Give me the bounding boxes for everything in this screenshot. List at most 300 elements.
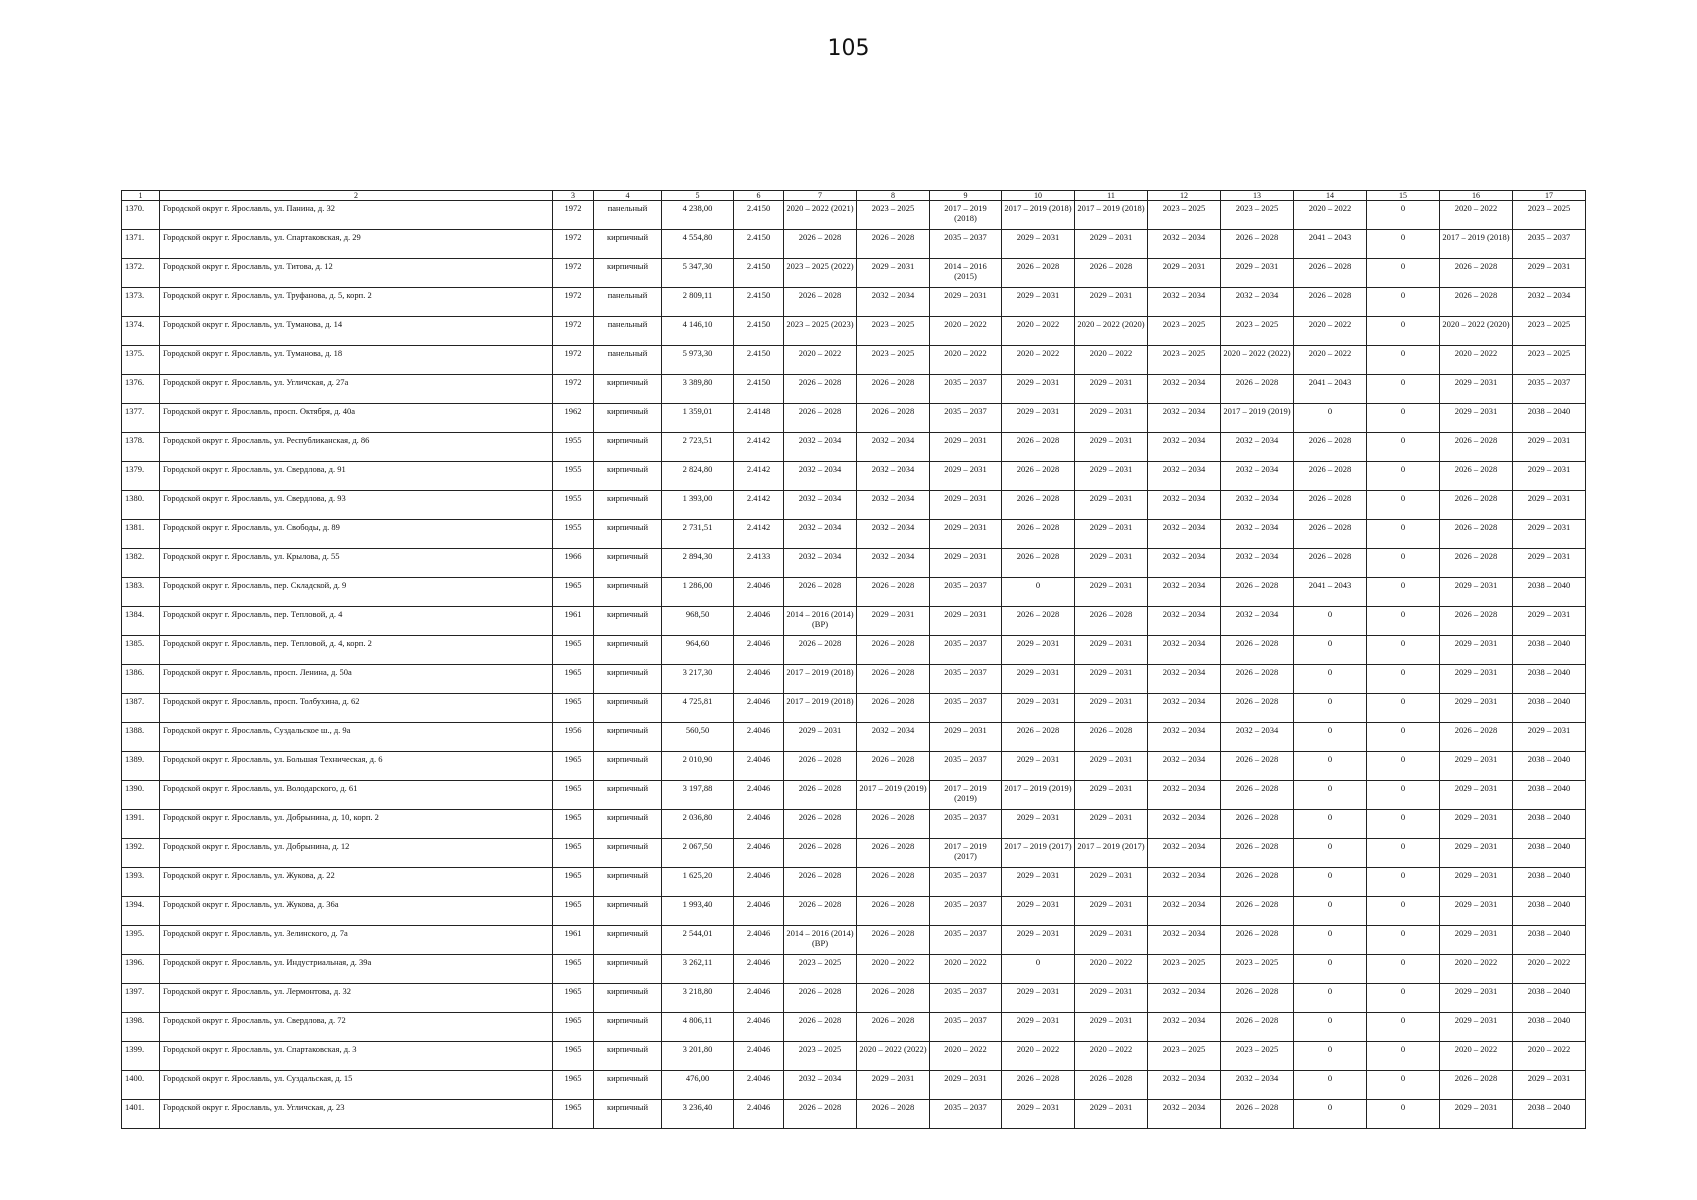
- table-cell: 2026 – 2028: [784, 868, 857, 897]
- table-cell: 2029 – 2031: [1075, 810, 1148, 839]
- address-cell: Городской округ г. Ярославль, ул. Угличская, д. 27а: [160, 375, 553, 404]
- table-cell: 2032 – 2034: [784, 549, 857, 578]
- table-cell: 2029 – 2031: [930, 723, 1002, 752]
- table-cell: 476,00: [662, 1071, 734, 1100]
- table-cell: 2029 – 2031: [930, 433, 1002, 462]
- table-cell: 3 201,80: [662, 1042, 734, 1071]
- table-cell: 1965: [553, 810, 594, 839]
- table-cell: 2038 – 2040: [1513, 781, 1586, 810]
- table-cell: 2026 – 2028: [1294, 259, 1367, 288]
- table-cell: 2020 – 2022 (2021): [784, 201, 857, 230]
- row-number-cell: 1399.: [122, 1042, 160, 1071]
- row-number-cell: 1393.: [122, 868, 160, 897]
- table-cell: 5 347,30: [662, 259, 734, 288]
- table-cell: 2029 – 2031: [1002, 897, 1075, 926]
- table-cell: 4 806,11: [662, 1013, 734, 1042]
- table-cell: 2026 – 2028: [1221, 839, 1294, 868]
- table-cell: 2020 – 2022: [1513, 955, 1586, 984]
- table-cell: 2.4150: [734, 346, 784, 375]
- table-cell: 2029 – 2031: [930, 520, 1002, 549]
- address-cell: Городской округ г. Ярославль, просп. Толбухина, д. 62: [160, 694, 553, 723]
- table-cell: 2020 – 2022: [1440, 346, 1513, 375]
- table-row: [122, 665, 1586, 694]
- page-number: 105: [827, 36, 870, 61]
- table-cell: 0: [1367, 433, 1440, 462]
- table-cell: 2020 – 2022: [1440, 201, 1513, 230]
- table-cell: 2029 – 2031: [1075, 926, 1148, 955]
- column-header: 3: [553, 191, 594, 201]
- table-cell: 2029 – 2031: [1075, 694, 1148, 723]
- table-cell: 968,50: [662, 607, 734, 636]
- table-cell: 0: [1294, 926, 1367, 955]
- table-cell: 2029 – 2031: [1002, 1013, 1075, 1042]
- table-cell: 0: [1367, 1071, 1440, 1100]
- table-cell: 2038 – 2040: [1513, 752, 1586, 781]
- table-cell: 2032 – 2034: [1221, 288, 1294, 317]
- table-cell: 2038 – 2040: [1513, 926, 1586, 955]
- table-cell: 2023 – 2025: [1513, 317, 1586, 346]
- table-cell: 0: [1367, 520, 1440, 549]
- table-cell: 2.4148: [734, 404, 784, 433]
- table-cell: кирпичный: [594, 955, 662, 984]
- table-cell: 2032 – 2034: [1221, 549, 1294, 578]
- table-cell: 1972: [553, 288, 594, 317]
- table-cell: 1965: [553, 868, 594, 897]
- table-row: [122, 781, 1586, 810]
- table-cell: 2023 – 2025: [1148, 1042, 1221, 1071]
- table-cell: 2026 – 2028: [784, 230, 857, 259]
- table-cell: 2026 – 2028: [1440, 288, 1513, 317]
- table-cell: 2026 – 2028: [1002, 607, 1075, 636]
- table-cell: 1972: [553, 230, 594, 259]
- row-number-cell: 1400.: [122, 1071, 160, 1100]
- table-cell: 0: [1294, 636, 1367, 665]
- table-cell: 2032 – 2034: [1148, 1071, 1221, 1100]
- table-cell: 2035 – 2037: [930, 230, 1002, 259]
- table-cell: 2032 – 2034: [1221, 520, 1294, 549]
- table-cell: кирпичный: [594, 578, 662, 607]
- table-cell: 5 973,30: [662, 346, 734, 375]
- table-cell: 2026 – 2028: [857, 230, 930, 259]
- table-cell: 2023 – 2025: [1148, 346, 1221, 375]
- table-cell: 2014 – 2016 (2015): [930, 259, 1002, 288]
- table-row: [122, 578, 1586, 607]
- table-cell: 1972: [553, 317, 594, 346]
- table-cell: 2026 – 2028: [1002, 259, 1075, 288]
- table-cell: 2029 – 2031: [1221, 259, 1294, 288]
- table-cell: 1965: [553, 1013, 594, 1042]
- table-cell: 2026 – 2028: [1002, 462, 1075, 491]
- table-cell: 2026 – 2028: [1075, 259, 1148, 288]
- column-header: 7: [784, 191, 857, 201]
- table-cell: 1972: [553, 375, 594, 404]
- table-cell: 2026 – 2028: [1221, 810, 1294, 839]
- table-cell: 0: [1367, 665, 1440, 694]
- table-row: [122, 1042, 1586, 1071]
- table-cell: кирпичный: [594, 723, 662, 752]
- table-cell: 1 359,01: [662, 404, 734, 433]
- table-cell: 3 262,11: [662, 955, 734, 984]
- address-cell: Городской округ г. Ярославль, ул. Крылова, д. 55: [160, 549, 553, 578]
- table-row: [122, 636, 1586, 665]
- table-cell: 0: [1367, 1042, 1440, 1071]
- table-cell: 3 217,30: [662, 665, 734, 694]
- table-cell: кирпичный: [594, 404, 662, 433]
- table-cell: 0: [1367, 259, 1440, 288]
- table-cell: 2026 – 2028: [784, 897, 857, 926]
- table-cell: 2026 – 2028: [857, 839, 930, 868]
- table-row: [122, 288, 1586, 317]
- table-cell: 2 544,01: [662, 926, 734, 955]
- table-cell: 2014 – 2016 (2014) (ВР): [784, 607, 857, 636]
- row-number-cell: 1370.: [122, 201, 160, 230]
- table-cell: 2029 – 2031: [1440, 839, 1513, 868]
- table-cell: 2029 – 2031: [930, 1071, 1002, 1100]
- table-cell: 2026 – 2028: [857, 926, 930, 955]
- address-cell: Городской округ г. Ярославль, просп. Ленина, д. 50а: [160, 665, 553, 694]
- table-row: [122, 375, 1586, 404]
- table-cell: 2035 – 2037: [930, 926, 1002, 955]
- table-cell: 2.4046: [734, 636, 784, 665]
- table-cell: 2026 – 2028: [784, 1013, 857, 1042]
- table-cell: 2029 – 2031: [1148, 259, 1221, 288]
- table-cell: 2032 – 2034: [1221, 462, 1294, 491]
- table-cell: 2020 – 2022: [784, 346, 857, 375]
- table-cell: 1 625,20: [662, 868, 734, 897]
- table-cell: кирпичный: [594, 491, 662, 520]
- table-body: [122, 191, 1586, 1129]
- address-cell: Городской округ г. Ярославль, ул. Туманова, д. 14: [160, 317, 553, 346]
- column-header: 10: [1002, 191, 1075, 201]
- table-cell: 2038 – 2040: [1513, 1100, 1586, 1129]
- table-cell: 1965: [553, 578, 594, 607]
- table-cell: 2026 – 2028: [1221, 897, 1294, 926]
- table-cell: 2020 – 2022 (2020): [1075, 317, 1148, 346]
- table-cell: 3 236,40: [662, 1100, 734, 1129]
- table-cell: 1965: [553, 1071, 594, 1100]
- table-cell: 0: [1294, 723, 1367, 752]
- table-cell: 0: [1367, 491, 1440, 520]
- table-cell: 2.4046: [734, 781, 784, 810]
- table-cell: 2032 – 2034: [1148, 694, 1221, 723]
- table-cell: 1965: [553, 897, 594, 926]
- table-cell: 2032 – 2034: [1148, 607, 1221, 636]
- table-cell: 2020 – 2022: [930, 955, 1002, 984]
- table-cell: кирпичный: [594, 375, 662, 404]
- table-cell: 2029 – 2031: [1440, 926, 1513, 955]
- table-cell: 2020 – 2022: [1440, 955, 1513, 984]
- table-cell: 2023 – 2025 (2022): [784, 259, 857, 288]
- row-number-cell: 1377.: [122, 404, 160, 433]
- table-cell: кирпичный: [594, 1071, 662, 1100]
- table-cell: 2026 – 2028: [1221, 665, 1294, 694]
- table-cell: 2.4046: [734, 1071, 784, 1100]
- table-row: [122, 752, 1586, 781]
- table-cell: 2029 – 2031: [1440, 752, 1513, 781]
- table-cell: 2029 – 2031: [1440, 1013, 1513, 1042]
- table-cell: 2026 – 2028: [1294, 491, 1367, 520]
- column-header: 4: [594, 191, 662, 201]
- table-cell: 2029 – 2031: [857, 259, 930, 288]
- table-cell: 2026 – 2028: [857, 636, 930, 665]
- address-cell: Городской округ г. Ярославль, ул. Труфанова, д. 5, корп. 2: [160, 288, 553, 317]
- table-cell: 2020 – 2022: [1513, 1042, 1586, 1071]
- table-cell: 2029 – 2031: [930, 607, 1002, 636]
- table-cell: 0: [1294, 752, 1367, 781]
- table-cell: 2032 – 2034: [1148, 1013, 1221, 1042]
- table-cell: 2.4150: [734, 375, 784, 404]
- table-cell: 1965: [553, 955, 594, 984]
- table-cell: 2032 – 2034: [1148, 868, 1221, 897]
- table-cell: 2026 – 2028: [857, 868, 930, 897]
- table-cell: 0: [1294, 955, 1367, 984]
- table-cell: 2023 – 2025: [857, 317, 930, 346]
- table-cell: 2029 – 2031: [1513, 433, 1586, 462]
- table-cell: 2026 – 2028: [1440, 520, 1513, 549]
- table-row: [122, 1071, 1586, 1100]
- table-cell: 2023 – 2025: [1148, 201, 1221, 230]
- table-cell: 2032 – 2034: [1148, 549, 1221, 578]
- table-cell: кирпичный: [594, 259, 662, 288]
- address-cell: Городской округ г. Ярославль, ул. Свердлова, д. 93: [160, 491, 553, 520]
- column-number-row: [122, 191, 1586, 201]
- table-cell: кирпичный: [594, 694, 662, 723]
- table-cell: 0: [1367, 317, 1440, 346]
- table-cell: 2026 – 2028: [857, 694, 930, 723]
- table-cell: 0: [1367, 723, 1440, 752]
- table-cell: 0: [1367, 781, 1440, 810]
- table-cell: 2032 – 2034: [857, 288, 930, 317]
- table-cell: 2029 – 2031: [1075, 665, 1148, 694]
- table-row: [122, 984, 1586, 1013]
- address-cell: Городской округ г. Ярославль, ул. Большая Техническая, д. 6: [160, 752, 553, 781]
- table-cell: 2.4046: [734, 839, 784, 868]
- table-cell: 4 146,10: [662, 317, 734, 346]
- table-cell: 2029 – 2031: [1002, 1100, 1075, 1129]
- table-cell: 2032 – 2034: [1148, 897, 1221, 926]
- table-cell: 2026 – 2028: [1440, 607, 1513, 636]
- table-cell: кирпичный: [594, 230, 662, 259]
- table-cell: 2026 – 2028: [1002, 520, 1075, 549]
- table-cell: 2026 – 2028: [1002, 1071, 1075, 1100]
- table-cell: 2029 – 2031: [1002, 404, 1075, 433]
- table-cell: 0: [1367, 839, 1440, 868]
- table-cell: 2020 – 2022: [930, 317, 1002, 346]
- table-cell: 2023 – 2025: [857, 201, 930, 230]
- table-cell: 2029 – 2031: [1440, 375, 1513, 404]
- table-cell: 2032 – 2034: [1148, 781, 1221, 810]
- row-number-cell: 1395.: [122, 926, 160, 955]
- table-cell: 2032 – 2034: [1148, 230, 1221, 259]
- table-cell: 2026 – 2028: [1221, 230, 1294, 259]
- table-cell: 2029 – 2031: [1440, 781, 1513, 810]
- table-cell: 1956: [553, 723, 594, 752]
- table-cell: 0: [1294, 839, 1367, 868]
- row-number-cell: 1386.: [122, 665, 160, 694]
- table-cell: 2026 – 2028: [1221, 752, 1294, 781]
- table-cell: 2026 – 2028: [857, 810, 930, 839]
- table-cell: панельный: [594, 201, 662, 230]
- table-cell: 2.4046: [734, 665, 784, 694]
- table-cell: 2029 – 2031: [1075, 1013, 1148, 1042]
- row-number-cell: 1394.: [122, 897, 160, 926]
- table-cell: 2.4150: [734, 288, 784, 317]
- address-cell: Городской округ г. Ярославль, ул. Спартаковская, д. 3: [160, 1042, 553, 1071]
- table-cell: 964,60: [662, 636, 734, 665]
- table-cell: кирпичный: [594, 926, 662, 955]
- table-cell: 0: [1367, 578, 1440, 607]
- table-cell: 2032 – 2034: [1148, 288, 1221, 317]
- address-cell: Городской округ г. Ярославль, ул. Свердлова, д. 72: [160, 1013, 553, 1042]
- table-cell: 2.4046: [734, 752, 784, 781]
- table-cell: 3 197,88: [662, 781, 734, 810]
- table-cell: 2029 – 2031: [930, 462, 1002, 491]
- table-cell: 2017 – 2019 (2018): [1440, 230, 1513, 259]
- table-cell: 2029 – 2031: [1440, 665, 1513, 694]
- table-row: [122, 723, 1586, 752]
- table-cell: 2029 – 2031: [1002, 636, 1075, 665]
- table-cell: 2026 – 2028: [1221, 636, 1294, 665]
- table-cell: 0: [1367, 1100, 1440, 1129]
- table-cell: 2029 – 2031: [1002, 810, 1075, 839]
- table-cell: 2026 – 2028: [1221, 781, 1294, 810]
- table-cell: 2029 – 2031: [1440, 810, 1513, 839]
- table-cell: 1965: [553, 694, 594, 723]
- table-cell: 2038 – 2040: [1513, 404, 1586, 433]
- row-number-cell: 1389.: [122, 752, 160, 781]
- table-cell: 2035 – 2037: [930, 665, 1002, 694]
- table-cell: 2029 – 2031: [1002, 288, 1075, 317]
- address-cell: Городской округ г. Ярославль, пер. Тепловой, д. 4, корп. 2: [160, 636, 553, 665]
- table-cell: 2032 – 2034: [1148, 810, 1221, 839]
- table-cell: 0: [1367, 346, 1440, 375]
- table-cell: 2038 – 2040: [1513, 984, 1586, 1013]
- table-cell: 2029 – 2031: [857, 607, 930, 636]
- row-number-cell: 1388.: [122, 723, 160, 752]
- table-cell: кирпичный: [594, 1013, 662, 1042]
- table-cell: 2026 – 2028: [1294, 433, 1367, 462]
- address-cell: Городской округ г. Ярославль, ул. Республиканская, д. 86: [160, 433, 553, 462]
- table-cell: 2 036,80: [662, 810, 734, 839]
- address-cell: Городской округ г. Ярославль, ул. Добрынина, д. 12: [160, 839, 553, 868]
- table-cell: 0: [1367, 897, 1440, 926]
- table-cell: 2029 – 2031: [1440, 868, 1513, 897]
- table-cell: 2020 – 2022: [1294, 346, 1367, 375]
- table-cell: 1955: [553, 433, 594, 462]
- table-cell: 1965: [553, 665, 594, 694]
- table-cell: 2032 – 2034: [1148, 839, 1221, 868]
- table-cell: 2.4142: [734, 520, 784, 549]
- table-cell: 2032 – 2034: [1148, 433, 1221, 462]
- table-cell: 1 393,00: [662, 491, 734, 520]
- table-cell: 2029 – 2031: [1440, 1100, 1513, 1129]
- table-cell: 0: [1294, 897, 1367, 926]
- table-cell: 2032 – 2034: [1148, 723, 1221, 752]
- table-cell: 2029 – 2031: [1440, 404, 1513, 433]
- column-header: 5: [662, 191, 734, 201]
- table-cell: кирпичный: [594, 752, 662, 781]
- address-cell: Городской округ г. Ярославль, ул. Угличская, д. 23: [160, 1100, 553, 1129]
- table-cell: 2017 – 2019 (2019): [1221, 404, 1294, 433]
- table-cell: кирпичный: [594, 607, 662, 636]
- table-row: [122, 317, 1586, 346]
- table-cell: 2 809,11: [662, 288, 734, 317]
- table-cell: 2029 – 2031: [1513, 491, 1586, 520]
- table-cell: 2032 – 2034: [1513, 288, 1586, 317]
- address-cell: Городской округ г. Ярославль, ул. Добрынина, д. 10, корп. 2: [160, 810, 553, 839]
- table-cell: 2020 – 2022: [1075, 346, 1148, 375]
- table-cell: 2035 – 2037: [930, 810, 1002, 839]
- table-cell: 2041 – 2043: [1294, 375, 1367, 404]
- table-cell: 0: [1367, 462, 1440, 491]
- address-cell: Городской округ г. Ярославль, пер. Тепловой, д. 4: [160, 607, 553, 636]
- table-row: [122, 810, 1586, 839]
- table-cell: 2.4142: [734, 433, 784, 462]
- table-cell: 2023 – 2025: [1221, 201, 1294, 230]
- table-cell: 2035 – 2037: [1513, 375, 1586, 404]
- table-cell: 2026 – 2028: [1221, 926, 1294, 955]
- row-number-cell: 1384.: [122, 607, 160, 636]
- column-header: 14: [1294, 191, 1367, 201]
- table-cell: 2029 – 2031: [1440, 578, 1513, 607]
- table-cell: 2035 – 2037: [930, 897, 1002, 926]
- table-cell: кирпичный: [594, 839, 662, 868]
- table-cell: 0: [1367, 288, 1440, 317]
- table-cell: 2029 – 2031: [784, 723, 857, 752]
- table-cell: 2026 – 2028: [1294, 520, 1367, 549]
- table-cell: 0: [1294, 1042, 1367, 1071]
- address-cell: Городской округ г. Ярославль, ул. Лермонтова, д. 32: [160, 984, 553, 1013]
- table-cell: 0: [1294, 984, 1367, 1013]
- table-cell: 2029 – 2031: [1002, 868, 1075, 897]
- table-cell: 2032 – 2034: [1148, 404, 1221, 433]
- table-cell: кирпичный: [594, 462, 662, 491]
- address-cell: Городской округ г. Ярославль, ул. Суздальская, д. 15: [160, 1071, 553, 1100]
- table-cell: 2029 – 2031: [1075, 897, 1148, 926]
- table-cell: 2038 – 2040: [1513, 636, 1586, 665]
- table-cell: 0: [1294, 607, 1367, 636]
- row-number-cell: 1373.: [122, 288, 160, 317]
- column-header: 12: [1148, 191, 1221, 201]
- table-cell: 2020 – 2022: [1075, 955, 1148, 984]
- table-cell: 2020 – 2022: [1002, 1042, 1075, 1071]
- table-cell: 2032 – 2034: [1148, 926, 1221, 955]
- table-cell: 2026 – 2028: [784, 1100, 857, 1129]
- address-cell: Городской округ г. Ярославль, ул. Жукова, д. 22: [160, 868, 553, 897]
- table-cell: 2032 – 2034: [784, 433, 857, 462]
- table-cell: 2029 – 2031: [1002, 694, 1075, 723]
- table-cell: 1 286,00: [662, 578, 734, 607]
- row-number-cell: 1390.: [122, 781, 160, 810]
- table-cell: 1965: [553, 984, 594, 1013]
- table-cell: 2026 – 2028: [1075, 607, 1148, 636]
- table-cell: 2029 – 2031: [1075, 491, 1148, 520]
- table-cell: 2035 – 2037: [930, 694, 1002, 723]
- address-cell: Городской округ г. Ярославль, ул. Володарского, д. 61: [160, 781, 553, 810]
- table-cell: 2 894,30: [662, 549, 734, 578]
- table-row: [122, 404, 1586, 433]
- table-cell: кирпичный: [594, 636, 662, 665]
- row-number-cell: 1381.: [122, 520, 160, 549]
- table-cell: 2029 – 2031: [857, 1071, 930, 1100]
- table-cell: 2017 – 2019 (2017): [930, 839, 1002, 868]
- table-cell: 2029 – 2031: [930, 288, 1002, 317]
- table-cell: 2032 – 2034: [857, 491, 930, 520]
- address-cell: Городской округ г. Ярославль, ул. Индустриальная, д. 39а: [160, 955, 553, 984]
- table-cell: 2035 – 2037: [930, 404, 1002, 433]
- table-cell: 2017 – 2019 (2019): [930, 781, 1002, 810]
- table-cell: 2032 – 2034: [784, 491, 857, 520]
